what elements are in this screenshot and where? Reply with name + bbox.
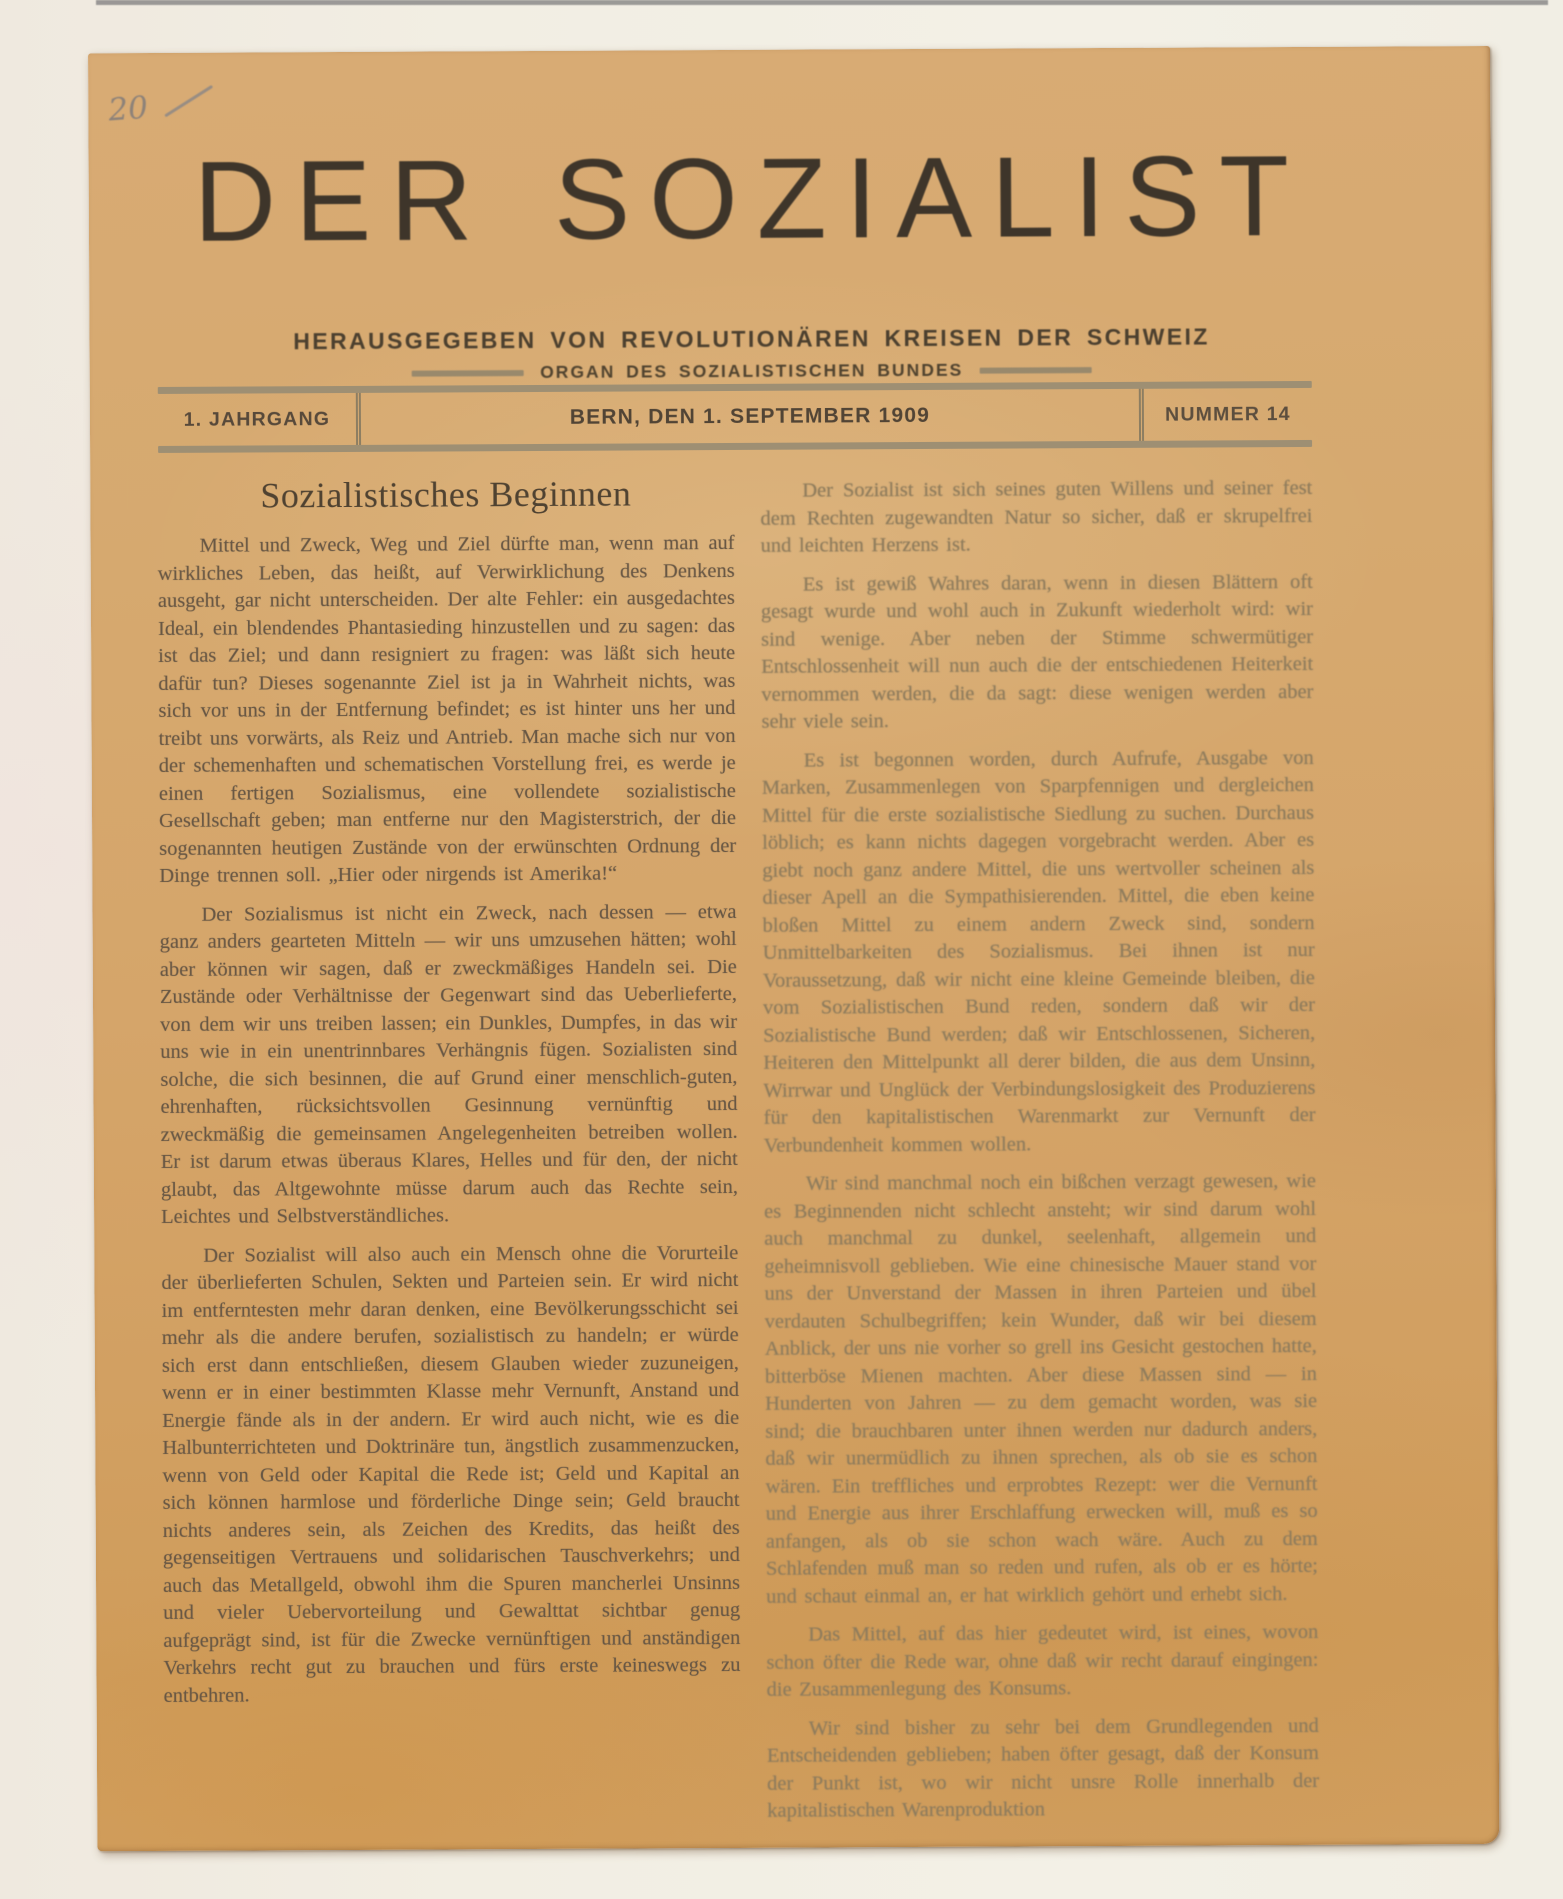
handwritten-number [107, 85, 205, 128]
article-title: Sozialistisches Beginnen [260, 473, 632, 516]
article-paragraph: Der Sozialist ist sich seines guten Willens und seiner fest dem Rechten zugewandten Natur so sicher, daß er skrupelfrei und leichten Herzens ist. [760, 476, 1313, 557]
handwritten-number-text: 20 [107, 89, 150, 129]
article-paragraph: Es ist gewiß Wahres daran, wenn in diesen Blättern oft gesagt wurde und wohl auch in Zukunft wiederholt wird: wir sind wenige. Aber neben der Stimme schwermütiger Entschlossenheit will nun auch die der entschiedenen Heiterkeit vernommen werden, die da sagt: diese wenigen werden aber sehr viele sein. [760, 570, 1314, 733]
article-paragraph: Mittel und Zweck, Weg und Ziel dürfte man, wenn man auf wirkliches Leben, das heißt, auf Verwirklichung des Denkens ausgeht, gar nicht unterscheiden. Der alte Fehler: ein ausgedachtes Ideal, ein blendendes Phantasieding hinzustellen und zu sagen: das ist das Ziel; und dann resigniert zu fragen: was läßt sich heute dafür tun? Dieses sogenannte Ziel ist ja in Wahrheit nichts, was sich vor uns in der Entfernung befindet; es ist hinter uns her und treibt uns vorwärts, als Reiz und Antrieb. Man mache sich nur von der schemenhaften und schematischen Vorstellung frei, es werde je einen fertigen Sozialismus, eine vollendete sozialistische Gesellschaft geben; man entferne nur den Magisterstrich, der die sogenannten heutigen Zustände von der erwünschten Ordnung der Dinge trennen soll. „Hier oder nirgends ist Amerika!“ [157, 531, 737, 887]
article-columns [157, 469, 1319, 1840]
article-paragraph: Das Mittel, auf das hier gedeutet wird, ist eines, wovon schon öfter die Rede war, ohne daß wir recht darauf eingingen: die Zusammenlegung des Konsums. [766, 1620, 1319, 1701]
issue-row [158, 388, 1312, 446]
date-label: BERN, DEN 1. SEPTEMBER 1909 [356, 389, 1144, 445]
right-column [760, 469, 1319, 1836]
article-paragraph: Wir sind bisher zu sehr bei dem Grundlegenden und Entscheidenden geblieben; haben öfter gesagt, daß der Konsum der Punkt ist, wo wir nicht unsre Rolle innerhalb der kapitalistischen Warenproduktion [766, 1714, 1320, 1822]
right-column-text [760, 475, 1319, 1825]
organ-text: ORGAN DES SOZIALISTISCHEN BUNDES [540, 359, 964, 382]
left-column [157, 472, 741, 1840]
masthead-subtitle: HERAUSGEGEBEN VON REVOLUTIONÄREN KREISEN DER SCHWEIZ [293, 323, 1210, 355]
issue-bar [158, 381, 1312, 453]
issue-number-label: NUMMER 14 [1165, 402, 1291, 426]
article-paragraph: Der Sozialismus ist nicht ein Zweck, nach dessen — etwa ganz anders gearteten Mitteln — wir uns umzusehen hätten; wohl aber können wir sagen, daß er zweckmäßiges Handeln sei. Die Zustände oder Verhältnisse der Gegenwart sind das Ueberlieferte, von dem wir uns treiben lassen; ein Dunkles, Dumpfes, in das wir uns wie in ein unentrinnbares Verhängnis fügen. Sozialisten sind solche, die sich besinnen, die auf Grund einer menschlich-guten, ehrenhaften, rücksichtsvollen Gesinnung vernünftig und zweckmäßig die gemeinsamen Angelegenheiten betreiben wollen. Er ist darum etwas überaus Klares, Helles und für den, der nicht glaubt, das Altgewohnte müsse darum auch das Rechte sein, Leichtes und Selbstverständliches. [159, 900, 739, 1228]
pencil-stroke [165, 85, 214, 117]
newspaper-title: DER SOZIALIST [193, 132, 1309, 266]
ornament-dash-right [979, 367, 1091, 374]
ornament-dash-left [412, 370, 524, 377]
article-paragraph: Es ist begonnen worden, durch Aufrufe, Ausgabe von Marken, Zusammenlegen von Sparpfennigen und dergleichen Mittel für die erste sozialistische Siedlung zu suchen. Durchaus löblich; es kann nichts dagegen vorgebracht werden. Aber es giebt noch ganz andere Mittel, die uns wertvoller scheinen als dieser Apell an die Sympathisierenden. Mittel, die eben keine bloßen Mittel zu einem andern Zweck sind, sondern Unmittelbarkeiten des Sozialismus. Bei ihnen ist nur Voraussetzung, daß wir nicht eine kleine Gemeinde bleiben, die vom Sozialistischen Bund reden, sondern daß wir der Sozialistische Bund werden; daß wir Entschlossenen, Sicheren, Heiteren den Mittelpunkt all derer bilden, die aus dem Unsinn, Wirrwar und Unglück der Verbindungslosigkeit des Produzierens für den kapitalistischen Warenmarkt zur Vernunft der Verbundenheit kommen wollen. [761, 746, 1316, 1157]
newspaper-page [88, 46, 1499, 1851]
volume-label: 1. JAHRGANG [183, 407, 331, 431]
left-column-text [158, 530, 741, 1710]
background-edge-strip [96, 0, 1548, 5]
article-paragraph: Wir sind manchmal noch ein bißchen verzagt gewesen, wie es Beginnenden nicht schlecht ansteht; wir sind darum wohl auch manchmal zu dunkel, seelenhaft, allgemein und geheimnisvoll geblieben. Wie eine chinesische Mauer stand vor uns der Unverstand der Massen in ihren Parteien und übel verdauten Schulbegriffen; kein Wunder, daß wir bei diesem Anblick, der uns nie vorher so grell ins Gesicht gestochen hatte, bitterböse Mienen machten. Aber diese Massen sind — in Hunderten von Jahren — zu dem gemacht worden, was sie sind; die brauchbaren unter ihnen werden nur dadurch anders, daß wir unermüdlich zu ihnen sprechen, als ob sie es schon wären. Ein treffliches und erprobtes Rezept: wer die Vernunft und Energie aus ihrer Erschlaffung erwecken will, muß es so anfangen, als ob sie schon wach wäre. Auch zu dem Schlafenden muß man so reden und rufen, als ob er es hörte; und schaut einmal an, er hat wirklich gehört und erhebt sich. [764, 1169, 1319, 1608]
article-paragraph: Der Sozialist will also auch ein Mensch ohne die Vorurteile der überlieferten Schulen, Sekten und Parteien sein. Er wird nicht im entferntesten mehr daran denken, eine Bevölkerungsschicht sei mehr als die andere berufen, sozialistisch zu handeln; er würde sich erst dann entschließen, diesem Glauben wieder zuzuneigen, wenn er in einer bestimmten Klasse mehr Vernunft, Anstand und Energie fände als in der andern. Er wird auch nicht, wie es die Halbunterrichteten und Doktrinäre tun, ängstlich zusammenzucken, wenn von Geld oder Kapital die Rede ist; Geld und Kapital an sich können harmlose und förderliche Dinge sein; Geld braucht nichts anderes sein, als Zeichen des Kredits, das heißt des gegenseitigen Vertrauens und solidarischen Tauschverkehrs; und auch das Metallgeld, obwohl ihm die Spuren mancherlei Unsinns und vieler Uebervorteilung und Gewalttat sichtbar genug aufgeprägt sind, ist für die Zwecke vernünftigen und anständigen Verkehrs recht gut zu brauchen und fürs erste keineswegs zu entbehren. [161, 1241, 741, 1707]
